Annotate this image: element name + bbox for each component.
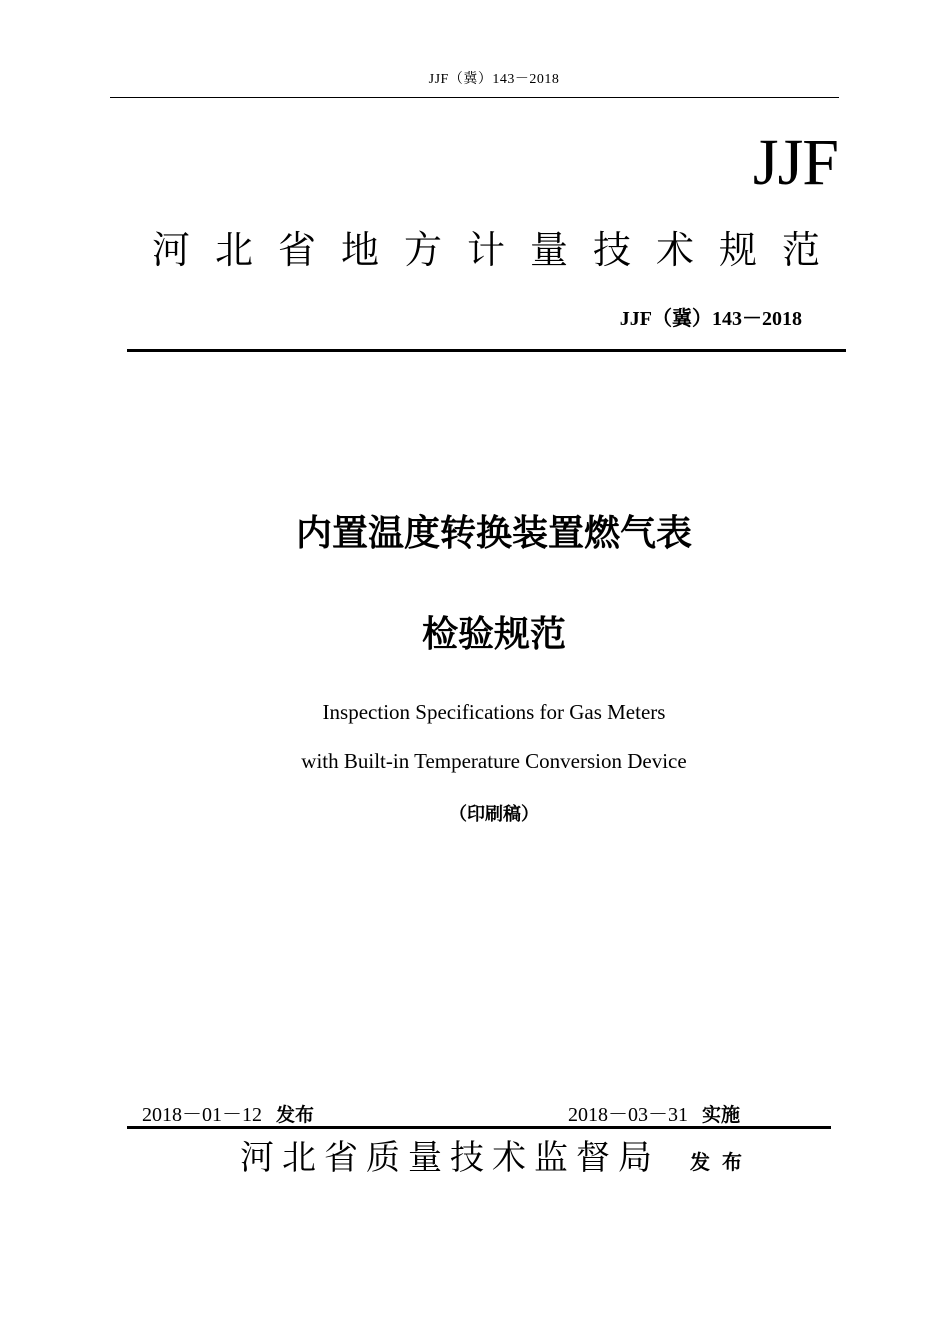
jjf-mark: JJF xyxy=(752,126,838,199)
document-title-cn-line2: 检验规范 xyxy=(421,614,566,655)
effective-date-row xyxy=(568,1098,740,1127)
masthead-divider xyxy=(127,349,846,352)
document-title-en-line2: with Built-in Temperature Conversion Device xyxy=(301,749,687,773)
document-title-cn-line1: 内置温度转换装置燃气表 xyxy=(295,513,692,554)
footer-divider xyxy=(127,1126,831,1129)
standard-number: JJF（冀）143－2018 xyxy=(619,308,802,330)
footer-issuer: 河北省质量技术监督局 xyxy=(240,1138,660,1178)
document-title-en-line1: Inspection Specifications for Gas Meters xyxy=(322,700,666,724)
effective-label: 实施 xyxy=(702,1104,741,1126)
footer-publish-label: 发布 xyxy=(690,1150,754,1174)
issue-date: 2018－01－12 xyxy=(142,1104,262,1126)
issuer-title: 河北省地方计量技术规范 xyxy=(152,228,846,272)
draft-note: （印刷稿） xyxy=(449,804,539,825)
effective-date: 2018－03－31 xyxy=(568,1104,688,1126)
issue-date-row xyxy=(142,1098,314,1127)
header-standard-code: JJF（冀）143－2018 xyxy=(428,72,560,87)
issue-label: 发布 xyxy=(276,1104,315,1126)
header-divider xyxy=(110,97,839,98)
